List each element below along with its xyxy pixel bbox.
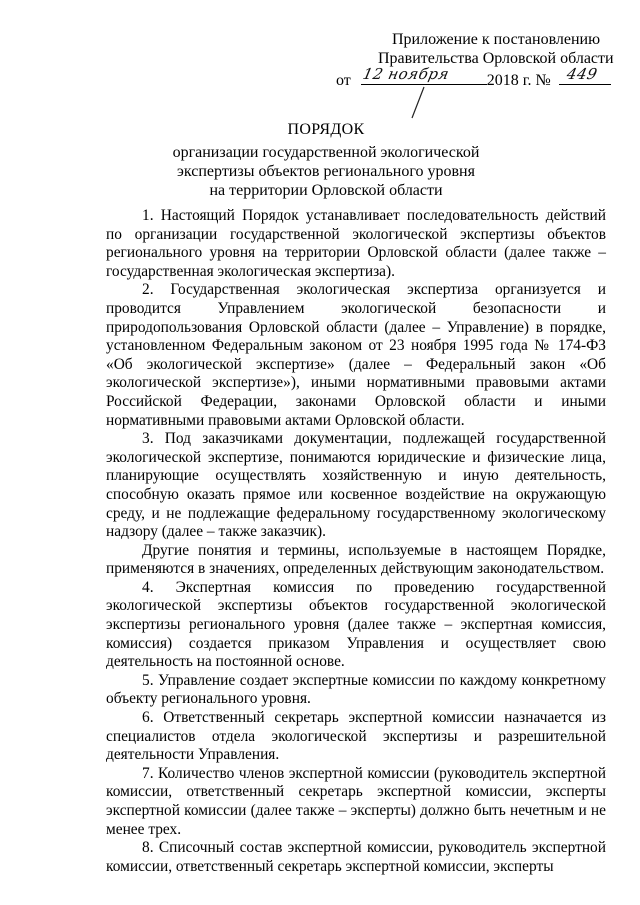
signature-stroke-icon (408, 86, 428, 120)
number-field (559, 65, 611, 85)
paragraph-6: 6. Ответственный секретарь экспертной комиссии назначается из специалистов отдела экологической экспертизы и разрешительной деятельности Управления. (106, 709, 606, 764)
handwritten-number: 449 (565, 65, 599, 83)
paragraph-8: 8. Списочный состав экспертной комиссии, руководитель экспертной комиссии, ответственный секретарь экспертной комиссии, эксперты (106, 839, 606, 875)
appendix-line-2: Правительства Орловской области (378, 50, 614, 67)
appendix-line-1: Приложение к постановлению (392, 31, 601, 48)
handwritten-date: 12 ноября (360, 65, 451, 83)
document-body (106, 207, 606, 876)
document-title (140, 120, 512, 200)
paragraph-1: 1. Настоящий Порядок устанавливает последовательность действий по организации государственной экологической экспертизы объектов регионального уровня на территории Орловской области (далее также – государственная экологическая экспертиза). (106, 207, 606, 280)
title-subtitle-line-3: на территории Орловской области (209, 182, 443, 199)
paragraph-3: 3. Под заказчиками документации, подлежащей государственной экологической экспертизе, понимаются юридические и физические лица, планирующие осуществлять хозяйственную и иную деятельность, способную оказать прямое или косвенное воздействие на окружающую среду, и не подлежащие федеральному государственному экологическому надзору (далее – также заказчик). (106, 430, 606, 541)
appendix-date-line (336, 65, 616, 90)
year-label: 2018 г. № (486, 72, 551, 89)
date-field (360, 65, 487, 85)
title-subtitle-line-1: организации государственной экологической (172, 144, 480, 161)
paragraph-7: 7. Количество членов экспертной комиссии (руководитель экспертной комиссии, ответственный секретарь экспертной комиссии, эксперты экспертной комиссии (далее также – эксперты) должно быть нечетным и не менее трех. (106, 764, 606, 838)
from-label: от (336, 72, 351, 89)
paragraph-2: 2. Государственная экологическая экспертиза организуется и проводится Управлением экологической безопасности и природопользования Орловской области (далее – Управление) в порядке, установленном Федеральным законом от 23 ноября 1995 года № 174-ФЗ «Об экологической экспертизе» (далее – Федеральный закон «Об экологической экспертизе»), иными нормативными правовыми актами Российской Федерации, законами Орловской области и иными нормативными правовыми актами Орловской области. (106, 281, 606, 429)
title-subtitle-line-2: экспертизы объектов регионального уровня (177, 163, 475, 180)
appendix-header (336, 30, 616, 90)
paragraph-4: 4. Экспертная комиссия по проведению государственной экологической экспертизы объектов государственной экологической экспертизы регионального уровня (далее также – экспертная комиссия, комиссия) создается приказом Управления и осуществляет свою деятельность на постоянной основе. (106, 578, 606, 671)
title-heading: ПОРЯДОК (287, 121, 365, 138)
paragraph-3-continued: Другие понятия и термины, используемые в настоящем Порядке, применяются в значениях, определенных действующим законодательством. (106, 541, 606, 578)
paragraph-5: 5. Управление создает экспертные комиссии по каждому конкретному объекту регионального уровня. (106, 671, 606, 708)
